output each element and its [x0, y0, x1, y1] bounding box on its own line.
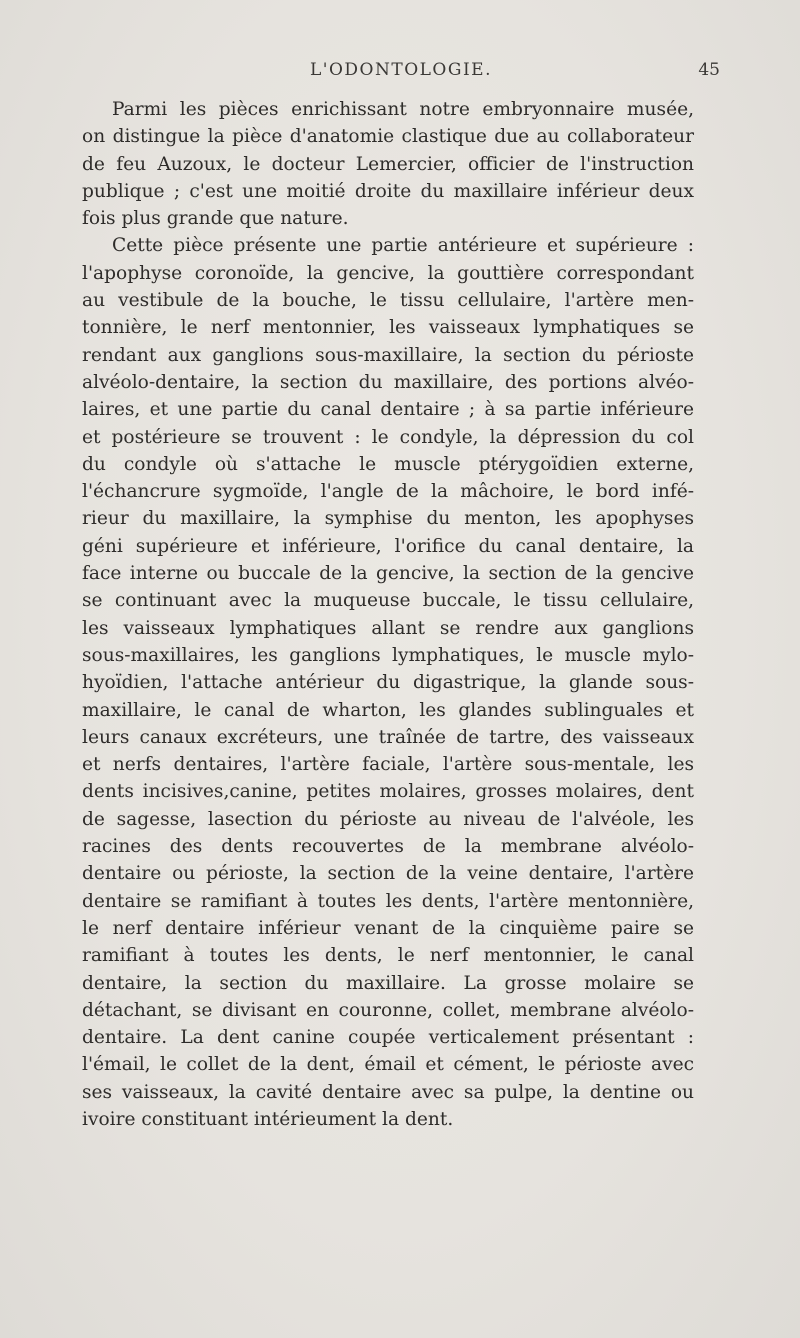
- text-line: au vestibule de la bouche, le tissu cellulaire, l'artère men-: [82, 290, 694, 312]
- text-line: l'émail, le collet de la dent, émail et cément, le périoste avec: [82, 1054, 694, 1076]
- text-line: rieur du maxillaire, la symphise du menton, les apophyses: [82, 508, 694, 530]
- text-line: Cette pièce présente une partie antérieure et supérieure :: [112, 235, 694, 257]
- text-line: de feu Auzoux, le docteur Lemercier, officier de l'instruction: [82, 153, 694, 175]
- text-line: ivoire constituant intérieument la dent.: [82, 1108, 454, 1130]
- text-line: rendant aux ganglions sous-maxillaire, la section du périoste: [82, 344, 694, 366]
- paragraph-2: [82, 232, 694, 1133]
- text-line: dentaire se ramifiant à toutes les dents, l'artère mentonnière,: [82, 890, 694, 912]
- text-line: Parmi les pièces enrichissant notre embryonnaire musée,: [112, 99, 694, 120]
- text-line: dentaire ou périoste, la section de la veine dentaire, l'artère: [82, 863, 694, 885]
- text-line: ses vaisseaux, la cavité dentaire avec sa pulpe, la dentine ou: [82, 1081, 694, 1103]
- text-line: ramifiant à toutes les dents, le nerf mentonnier, le canal: [82, 945, 694, 967]
- text-line: les vaisseaux lymphatiques allant se rendre aux ganglions: [82, 617, 694, 639]
- text-line: tonnière, le nerf mentonnier, les vaisseaux lymphatiques se: [82, 317, 694, 339]
- text-line: du condyle où s'attache le muscle ptérygoïdien externe,: [82, 453, 694, 475]
- text-line: laires, et une partie du canal dentaire ; à sa partie inférieure: [82, 399, 694, 421]
- text-line: et nerfs dentaires, l'artère faciale, l'artère sous-mentale, les: [82, 754, 694, 776]
- text-line: l'échancrure sygmoïde, l'angle de la mâchoire, le bord infé-: [82, 481, 694, 503]
- text-line: de sagesse, lasection du périoste au niveau de l'alvéole, les: [82, 808, 694, 830]
- paragraph-1: [82, 96, 694, 232]
- page-number: 45: [698, 60, 720, 80]
- text-line: géni supérieure et inférieure, l'orifice du canal dentaire, la: [82, 535, 694, 557]
- text-line: racines des dents recouvertes de la membrane alvéolo-: [82, 836, 694, 858]
- body-text: [82, 96, 694, 1133]
- text-line: fois plus grande que nature.: [82, 208, 349, 230]
- text-line: dents incisives,canine, petites molaires, grosses molaires, dent: [82, 781, 694, 803]
- text-line: leurs canaux excréteurs, une traînée de tartre, des vaisseaux: [82, 726, 694, 748]
- text-line: et postérieure se trouvent : le condyle, la dépression du col: [82, 426, 694, 448]
- text-line: face interne ou buccale de la gencive, la section de la gencive: [82, 563, 694, 585]
- text-line: dentaire, la section du maxillaire. La grosse molaire se: [82, 972, 694, 994]
- text-line: dentaire. La dent canine coupée verticalement présentant :: [82, 1027, 694, 1049]
- text-line: l'apophyse coronoïde, la gencive, la gouttière correspondant: [82, 262, 694, 284]
- text-line: le nerf dentaire inférieur venant de la cinquième paire se: [82, 917, 694, 939]
- text-line: alvéolo-dentaire, la section du maxillaire, des portions alvéo-: [82, 371, 694, 393]
- text-line: se continuant avec la muqueuse buccale, le tissu cellulaire,: [82, 590, 694, 612]
- text-line: sous-maxillaires, les ganglions lymphatiques, le muscle mylo-: [82, 644, 694, 666]
- text-line: détachant, se divisant en couronne, collet, membrane alvéolo-: [82, 999, 694, 1021]
- text-line: maxillaire, le canal de wharton, les glandes sublinguales et: [82, 699, 694, 721]
- page-header: [82, 60, 720, 88]
- text-line: publique ; c'est une moitié droite du maxillaire inférieur deux: [82, 180, 694, 202]
- running-title: L'ODONTOLOGIE.: [310, 60, 492, 80]
- text-line: hyoïdien, l'attache antérieur du digastrique, la glande sous-: [82, 672, 694, 694]
- text-line: on distingue la pièce d'anatomie clastique due au collaborateur: [82, 126, 694, 148]
